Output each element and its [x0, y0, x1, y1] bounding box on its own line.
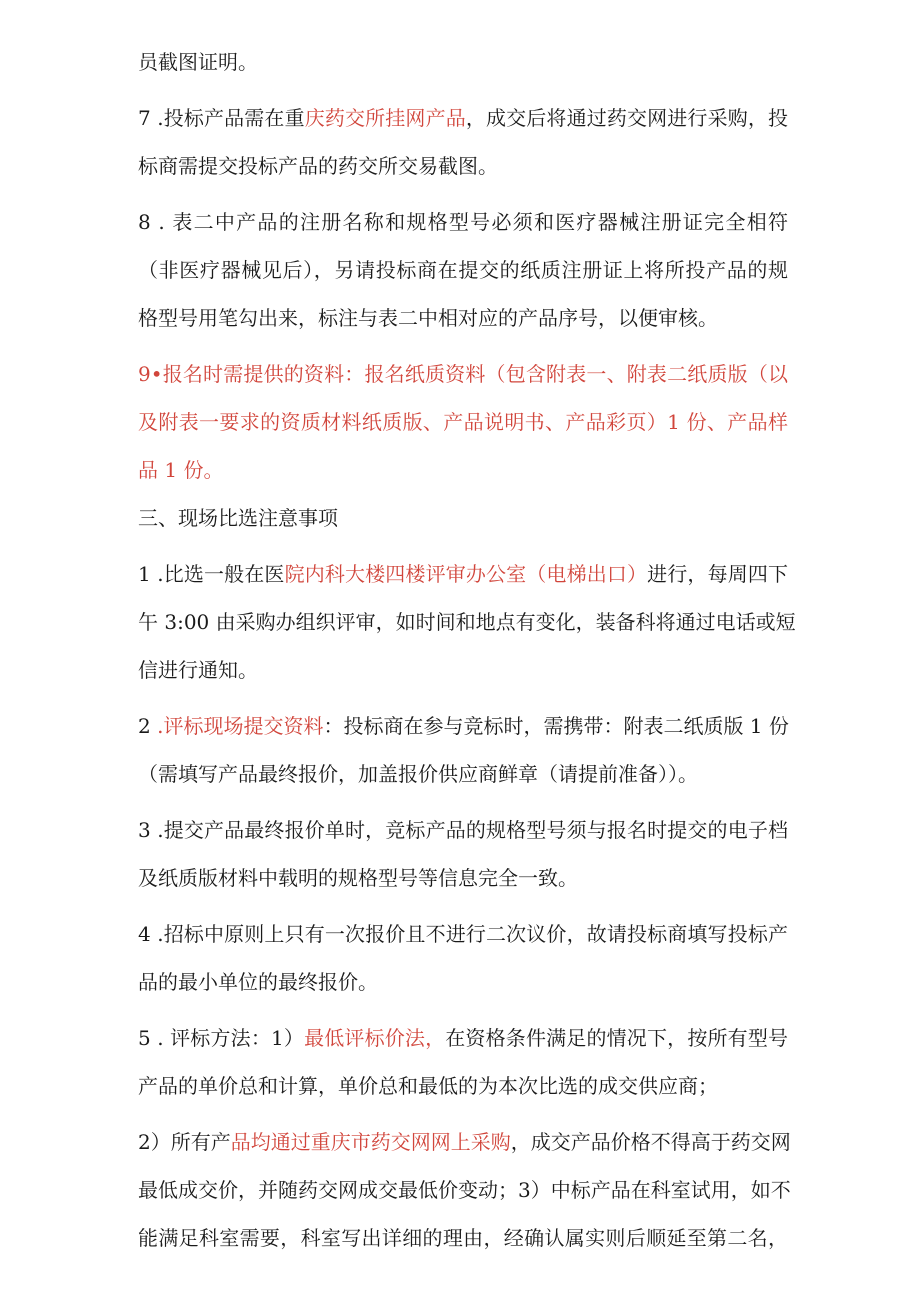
text-line — [138, 1218, 788, 1258]
highlighted-text: 最低评标价法， — [304, 1026, 446, 1050]
text-line — [138, 1122, 791, 1162]
text-segment: 标商需提交投标产品的药交所交易截图。 — [138, 154, 498, 178]
highlighted-text: 品 1 份。 — [138, 458, 224, 482]
text-line — [138, 754, 698, 794]
text-segment: 品的最小单位的最终报价。 — [138, 970, 378, 994]
text-segment: 信进行通知。 — [138, 658, 258, 682]
text-line — [138, 202, 788, 242]
text-line — [138, 402, 788, 442]
text-segment: ，成交后将通过药交网进行采购，投 — [465, 106, 788, 130]
text-line — [138, 42, 258, 82]
text-line — [138, 858, 578, 898]
text-line — [138, 498, 338, 538]
text-line — [138, 1018, 788, 1058]
text-line — [138, 554, 788, 594]
highlighted-text: 庆药交所挂网产品 — [304, 106, 466, 130]
text-segment: 4 .招标中原则上只有一次报价且不进行二次议价，故请投标商填写投标产 — [138, 922, 788, 946]
text-segment: 格型号用笔勾出来，标注与表二中相对应的产品序号，以便审核。 — [138, 306, 718, 330]
text-segment: 3 .提交产品最终报价单时，竞标产品的规格型号须与报名时提交的电子档 — [138, 818, 788, 842]
text-segment: ，成交产品价格不得高于药交网 — [510, 1130, 791, 1154]
text-segment: 能满足科室需要，科室写出详细的理由，经确认属实则后顺延至第二名， — [138, 1226, 788, 1250]
text-line — [138, 1170, 791, 1210]
text-segment: 员截图证明。 — [138, 50, 258, 74]
text-segment: 及纸质版材料中载明的规格型号等信息完全一致。 — [138, 866, 578, 890]
text-segment: 5 . 评标方法：1） — [138, 1026, 305, 1050]
text-line — [138, 98, 788, 138]
text-segment: 三、现场比选注意事项 — [138, 506, 338, 530]
text-segment: 2 — [138, 714, 158, 738]
text-segment: 8 . 表二中产品的注册名称和规格型号必须和医疗器械注册证完全相符 — [138, 210, 788, 234]
text-segment: ：投标商在参与竞标时，需携带：附表二纸质版 1 份 — [323, 714, 789, 738]
text-line — [138, 602, 796, 642]
text-segment: 进行，每周四下 — [647, 562, 788, 586]
highlighted-text: 院内科大楼四楼评审办公室（电梯出口） — [284, 562, 648, 586]
text-line — [138, 914, 788, 954]
highlighted-text: 及附表一要求的资质材料纸质版、产品说明书、产品彩页）1 份、产品样 — [138, 410, 788, 434]
text-segment: （需填写产品最终报价，加盖报价供应商鲜章（请提前准备））。 — [138, 762, 698, 786]
highlighted-text: 品均通过重庆市药交网网上采购 — [230, 1130, 511, 1154]
text-segment: 午 3:00 由采购办组织评审，如时间和地点有变化，装备科将通过电话或短 — [138, 610, 796, 634]
text-segment: 在资格条件满足的情况下，按所有型号 — [445, 1026, 788, 1050]
text-line — [138, 146, 498, 186]
text-line — [138, 1066, 718, 1106]
text-line — [138, 450, 223, 490]
text-segment: （非医疗器械见后），另请投标商在提交的纸质注册证上将所投产品的规 — [138, 258, 788, 282]
text-line — [138, 810, 788, 850]
text-segment: 1 .比选一般在医 — [138, 562, 285, 586]
text-segment: 最低成交价，并随药交网成交最低价变动；3）中标产品在科室试用，如不 — [138, 1178, 791, 1202]
text-line — [138, 298, 718, 338]
text-segment: 产品的单价总和计算，单价总和最低的为本次比选的成交供应商； — [138, 1074, 718, 1098]
text-line — [138, 706, 788, 746]
text-segment: 7 .投标产品需在重 — [138, 106, 305, 130]
text-line — [138, 962, 378, 1002]
highlighted-text: 9•报名时需提供的资料：报名纸质资料（包含附表一、附表二纸质版（以 — [138, 362, 788, 386]
text-line — [138, 250, 788, 290]
text-line — [138, 650, 258, 690]
text-segment: 2）所有产 — [138, 1130, 231, 1154]
text-line — [138, 354, 788, 394]
highlighted-text: .评标现场提交资料 — [157, 714, 324, 738]
